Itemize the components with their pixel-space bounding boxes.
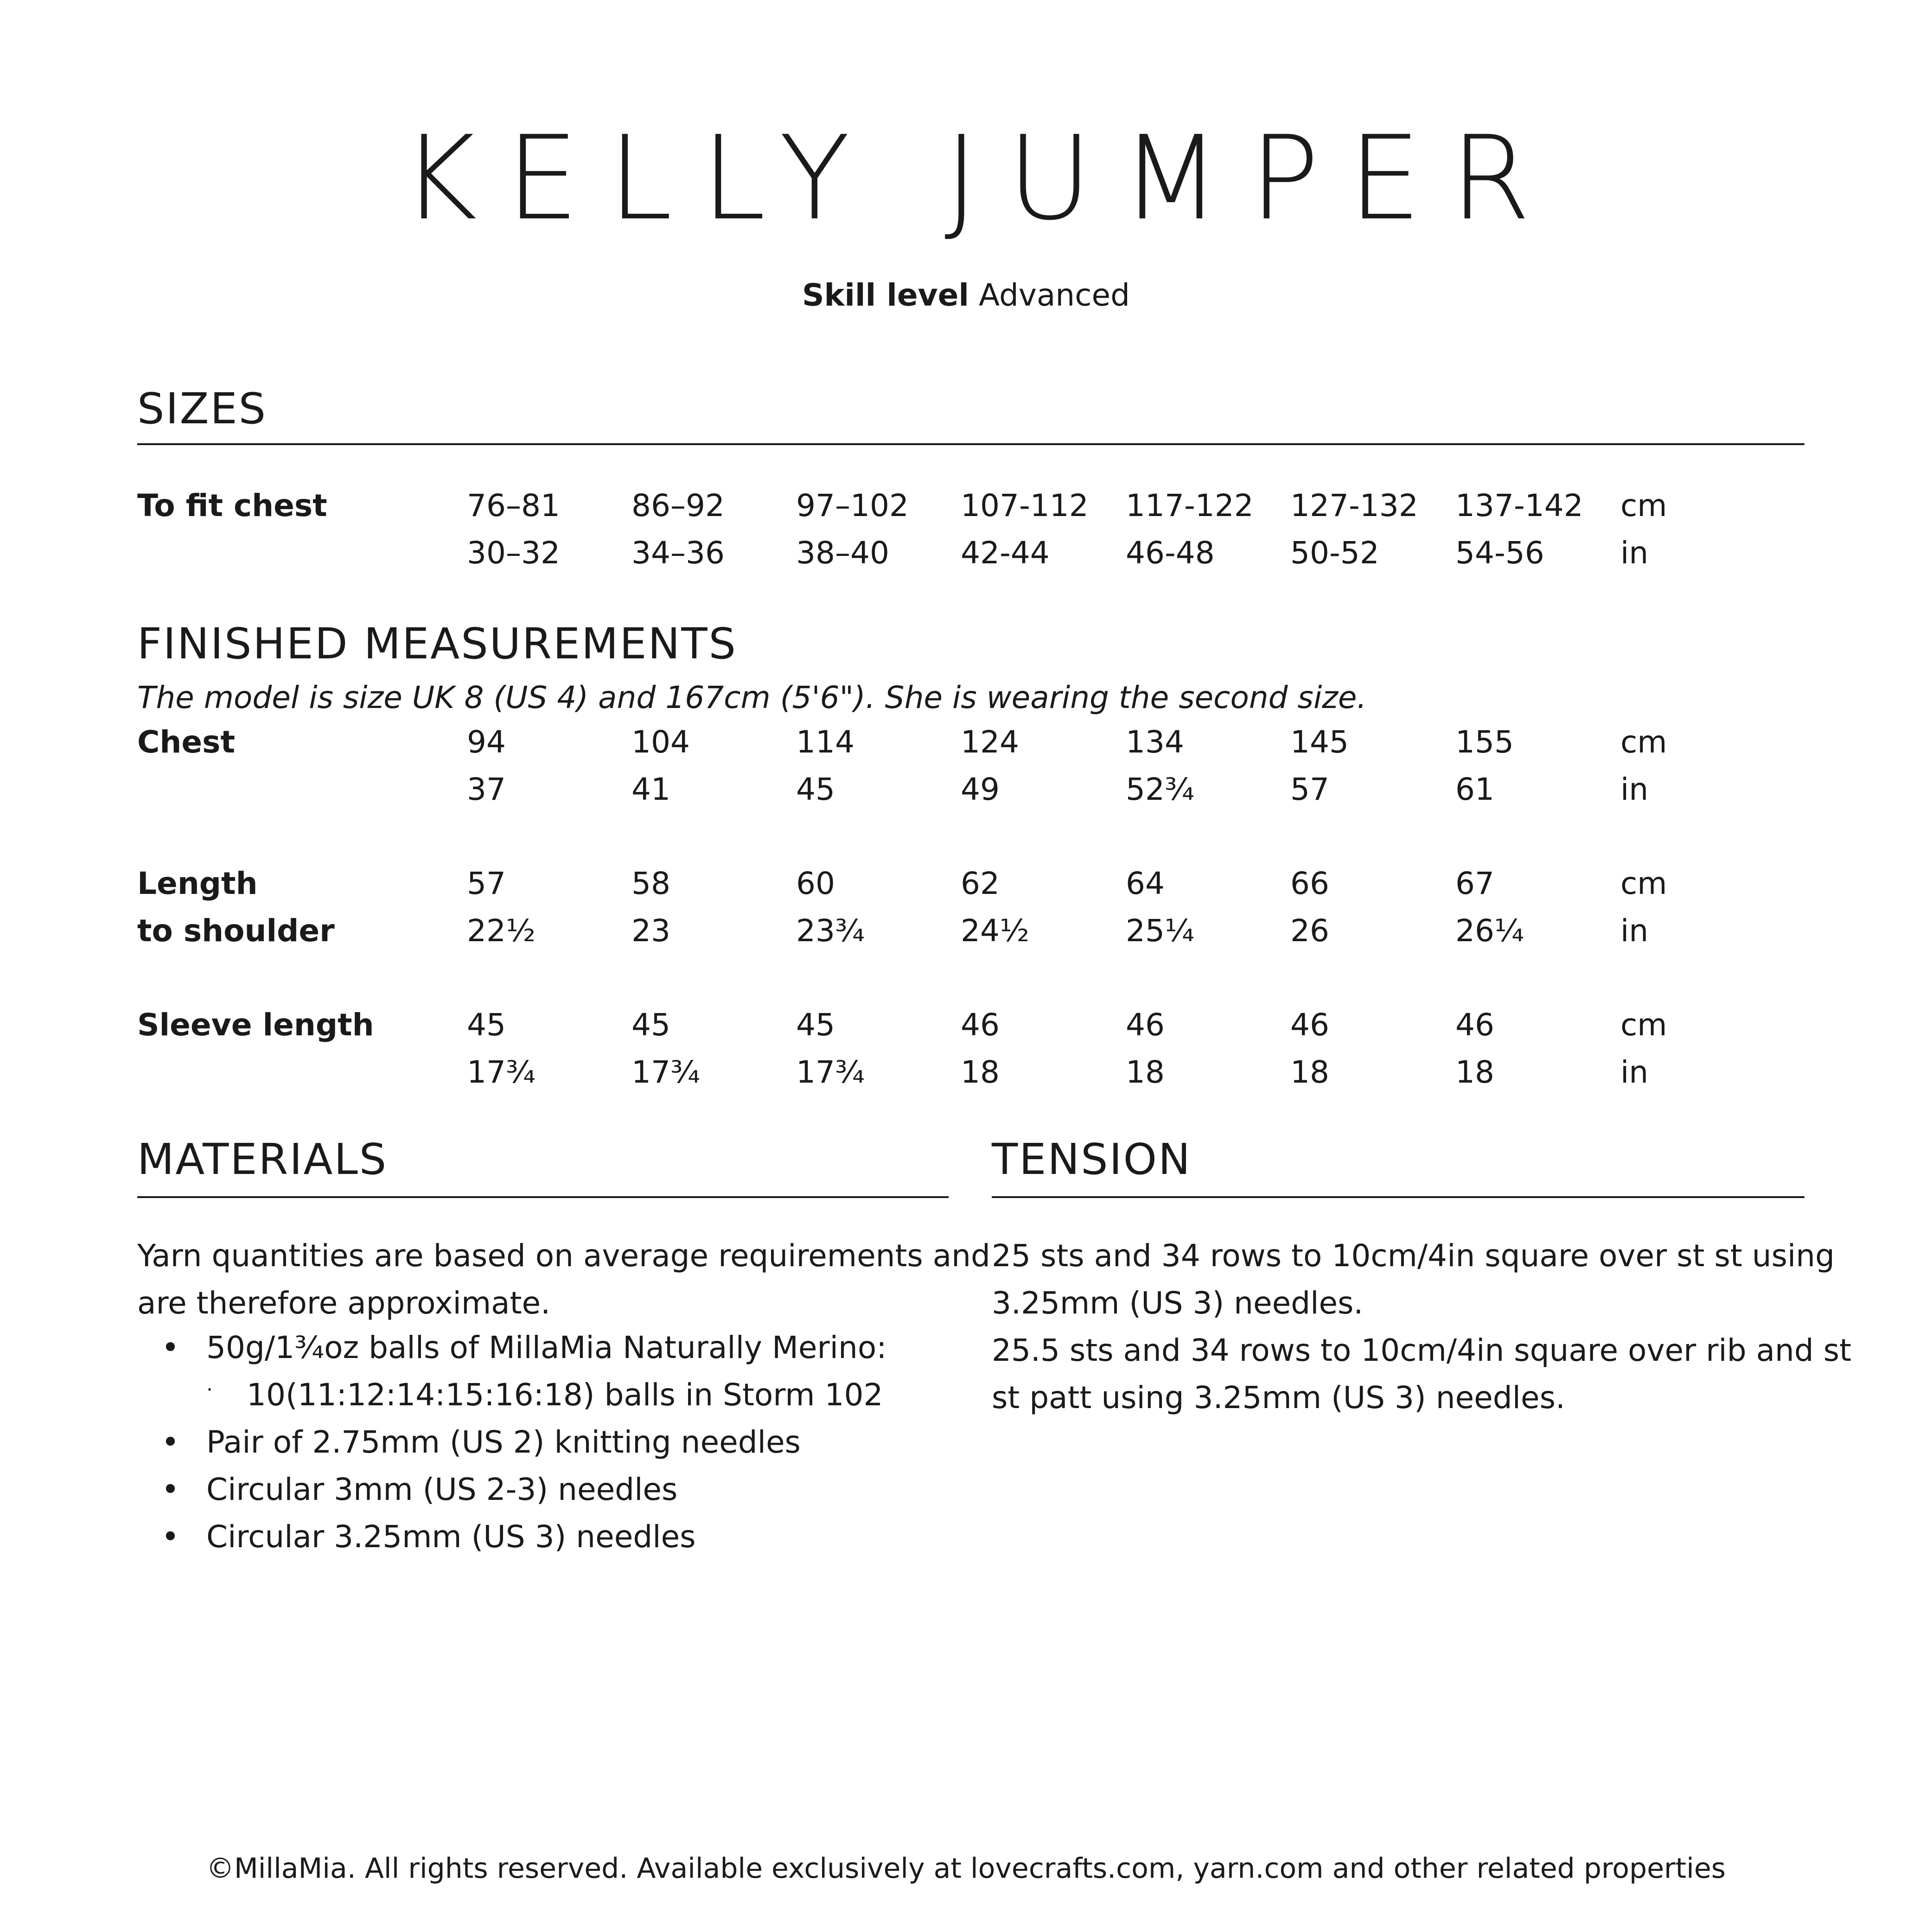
materials-item-circular-325mm: Circular 3.25mm (US 3) needles <box>206 1519 696 1555</box>
bullet-dot: • <box>161 1472 179 1507</box>
finished-value-cell: 57 <box>1290 772 1329 807</box>
sizes-value-cell: 117-122 <box>1126 488 1254 523</box>
materials-item-circular-3mm: Circular 3mm (US 2-3) needles <box>206 1472 678 1507</box>
finished-heading: FINISHED MEASUREMENTS <box>137 619 737 669</box>
sizes-value-cell: 50-52 <box>1290 535 1379 571</box>
finished-value-cell: 57 <box>467 866 506 901</box>
finished-value-cell: 61 <box>1455 772 1494 807</box>
finished-row-label: Sleeve length <box>137 1007 374 1043</box>
finished-value-cell: 52¾ <box>1126 772 1194 807</box>
sizes-value-cell: 86–92 <box>631 488 725 523</box>
sizes-unit: in <box>1620 535 1649 571</box>
finished-value-cell: 22½ <box>467 913 536 949</box>
skill-level <box>0 277 1932 313</box>
finished-value-cell: 45 <box>631 1007 670 1043</box>
materials-intro-line-2: are therefore approximate. <box>137 1285 551 1321</box>
materials-heading: MATERIALS <box>137 1135 388 1184</box>
finished-value-cell: 145 <box>1290 724 1349 760</box>
finished-unit: in <box>1620 772 1649 807</box>
tension-line-1: 25 sts and 34 rows to 10cm/4in square over st st using <box>992 1238 1835 1274</box>
sizes-value-cell: 34–36 <box>631 535 725 571</box>
sizes-value-cell: 127-132 <box>1290 488 1418 523</box>
finished-value-cell: 46 <box>1455 1007 1494 1043</box>
finished-value-cell: 49 <box>961 772 1000 807</box>
finished-value-cell: 18 <box>961 1054 1000 1090</box>
finished-unit: cm <box>1620 866 1667 901</box>
sizes-value-cell: 46-48 <box>1126 535 1215 571</box>
finished-value-cell: 18 <box>1126 1054 1165 1090</box>
bullet-dot: • <box>161 1330 179 1365</box>
finished-value-cell: 60 <box>796 866 835 901</box>
finished-value-cell: 46 <box>1126 1007 1165 1043</box>
finished-value-cell: 26 <box>1290 913 1329 949</box>
materials-item-pair-needles: Pair of 2.75mm (US 2) knitting needles <box>206 1424 801 1460</box>
finished-value-cell: 18 <box>1290 1054 1329 1090</box>
tension-heading: TENSION <box>992 1135 1192 1184</box>
tension-line-3: 25.5 sts and 34 rows to 10cm/4in square over rib and st <box>992 1333 1851 1368</box>
finished-value-cell: 46 <box>961 1007 1000 1043</box>
finished-value-cell: 17¾ <box>631 1054 700 1090</box>
finished-value-cell: 94 <box>467 724 506 760</box>
materials-item-balls: 10(11:12:14:15:16:18) balls in Storm 102 <box>247 1377 883 1413</box>
materials-item-yarn: 50g/1¾oz balls of MillaMia Naturally Merino: <box>206 1330 887 1365</box>
finished-value-cell: 104 <box>631 724 690 760</box>
materials-rule <box>137 1196 949 1198</box>
finished-value-cell: 37 <box>467 772 506 807</box>
finished-value-cell: 17¾ <box>796 1054 865 1090</box>
finished-unit: in <box>1620 913 1649 949</box>
finished-value-cell: 26¼ <box>1455 913 1524 949</box>
finished-value-cell: 64 <box>1126 866 1165 901</box>
sizes-value-cell: 30–32 <box>467 535 560 571</box>
finished-value-cell: 62 <box>961 866 1000 901</box>
finished-value-cell: 45 <box>796 1007 835 1043</box>
finished-unit: cm <box>1620 1007 1667 1043</box>
finished-value-cell: 58 <box>631 866 670 901</box>
sizes-value-cell: 42-44 <box>961 535 1050 571</box>
sizes-unit: cm <box>1620 488 1667 523</box>
pattern-title: KELLY JUMPER <box>401 111 1560 246</box>
finished-unit: cm <box>1620 724 1667 760</box>
finished-value-cell: 45 <box>467 1007 506 1043</box>
finished-row-label: to shoulder <box>137 913 335 949</box>
finished-value-cell: 114 <box>796 724 854 760</box>
finished-value-cell: 23¾ <box>796 913 865 949</box>
finished-value-cell: 67 <box>1455 866 1494 901</box>
finished-value-cell: 24½ <box>961 913 1029 949</box>
finished-unit: in <box>1620 1054 1649 1090</box>
finished-row-label: Length <box>137 866 258 901</box>
bullet-dot: • <box>161 1519 179 1555</box>
sizes-value-cell: 137-142 <box>1455 488 1583 523</box>
materials-intro-line-1: Yarn quantities are based on average requirements and <box>137 1238 990 1274</box>
finished-value-cell: 45 <box>796 772 835 807</box>
finished-row-label: Chest <box>137 724 236 760</box>
finished-value-cell: 41 <box>631 772 670 807</box>
sizes-value-cell: 54-56 <box>1455 535 1544 571</box>
finished-value-cell: 17¾ <box>467 1054 536 1090</box>
finished-value-cell: 46 <box>1290 1007 1329 1043</box>
finished-value-cell: 124 <box>961 724 1019 760</box>
skill-level-label: Skill level <box>802 277 969 313</box>
tension-rule <box>992 1196 1804 1198</box>
finished-value-cell: 23 <box>631 913 670 949</box>
sizes-row-label: To fit chest <box>137 488 327 523</box>
tension-line-4: st patt using 3.25mm (US 3) needles. <box>992 1380 1565 1416</box>
copyright-footer: ©MillaMia. All rights reserved. Available exclusively at lovecrafts.com, yarn.com and other related properties <box>206 1852 1726 1885</box>
model-note: The model is size UK 8 (US 4) and 167cm (5'6"). She is wearing the second size. <box>137 680 1367 715</box>
finished-value-cell: 25¼ <box>1126 913 1194 949</box>
finished-value-cell: 66 <box>1290 866 1329 901</box>
sizes-heading: SIZES <box>137 384 268 434</box>
bullet-dot: • <box>161 1424 179 1460</box>
sizes-value-cell: 76–81 <box>467 488 560 523</box>
sizes-value-cell: 97–102 <box>796 488 909 523</box>
tension-line-2: 3.25mm (US 3) needles. <box>992 1285 1364 1321</box>
finished-value-cell: 134 <box>1126 724 1184 760</box>
sizes-value-cell: 107-112 <box>961 488 1089 523</box>
sub-bullet-dot: · <box>206 1378 213 1402</box>
finished-value-cell: 155 <box>1455 724 1514 760</box>
skill-level-value: Advanced <box>979 277 1130 313</box>
sizes-rule <box>137 443 1804 445</box>
finished-value-cell: 18 <box>1455 1054 1494 1090</box>
sizes-value-cell: 38–40 <box>796 535 889 571</box>
